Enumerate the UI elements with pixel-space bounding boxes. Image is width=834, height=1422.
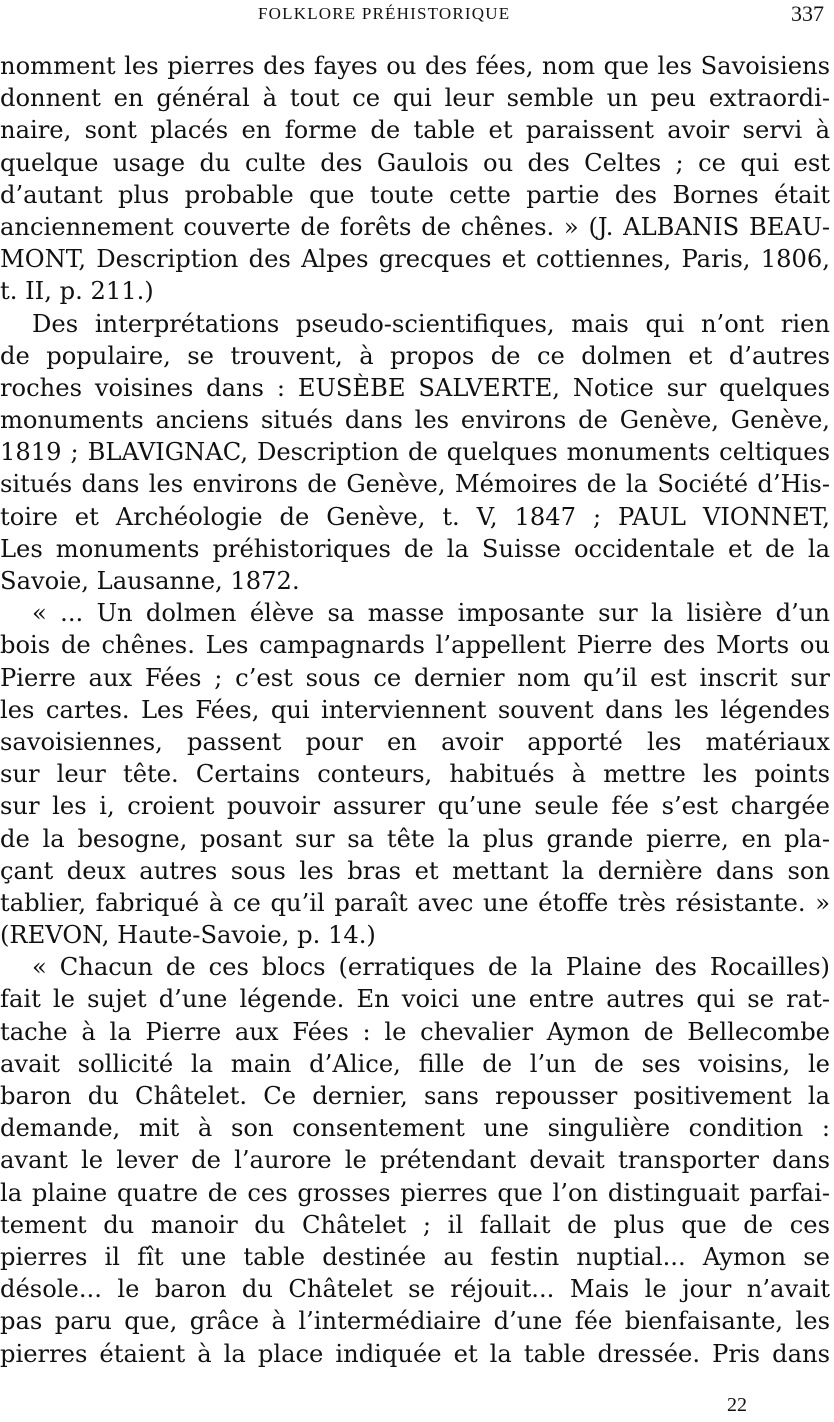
text-line: roches voisines dans : EUSÈBE SALVERTE, Notice sur quelques [0, 373, 830, 402]
text-line: anciennement couverte de forêts de chênes. » (J. ALBANIS BEAU- [0, 212, 830, 241]
text-line: « Chacun de ces blocs (erratiques de la Plaine des Rocailles) [32, 953, 830, 982]
text-line: la plaine quatre de ces grosses pierres que l’on distinguait parfai- [0, 1178, 830, 1207]
text-line: nomment les pierres des fayes ou des fées, nom que les Savoisiens [0, 52, 830, 80]
text-line: pas paru que, grâce à l’intermédiaire d’une fée bienfaisante, les [0, 1307, 830, 1336]
text-line: désole... le baron du Châtelet se réjouit... Mais le jour n’avait [0, 1275, 830, 1304]
text-line: Des interprétations pseudo-scientifiques, mais qui n’ont rien [32, 309, 830, 338]
text-line: çant deux autres sous les bras et mettant la dernière dans son [0, 856, 830, 885]
text-line: de la besogne, posant sur sa tête la plus grande pierre, en pla- [0, 824, 830, 853]
running-title: FOLKLORE PRÉHISTORIQUE [258, 4, 511, 23]
text-line: Savoie, Lausanne, 1872. [0, 567, 300, 595]
page-number: 337 [791, 1, 824, 26]
text-line: avant le lever de l’aurore le prétendant devait transporter dans [0, 1146, 830, 1175]
text-line: les cartes. Les Fées, qui interviennent souvent dans les légendes [0, 695, 830, 724]
text-line: bois de chênes. Les campagnards l’appellent Pierre des Morts ou [0, 631, 830, 660]
text-line: pierres il fît une table destinée au festin nuptial... Aymon se [0, 1242, 830, 1271]
body-text [0, 50, 830, 1370]
text-line: avait sollicité la main d’Alice, fille de l’un de ses voisins, le [0, 1049, 830, 1078]
text-line: quelque usage du culte des Gaulois ou des Celtes ; ce qui est [0, 148, 830, 177]
text-line: tement du manoir du Châtelet ; il fallait de plus que de ces [0, 1210, 830, 1239]
text-line: MONT, Description des Alpes grecques et cottiennes, Paris, 1806, [0, 245, 830, 274]
text-line: de populaire, se trouvent, à propos de ce dolmen et d’autres [0, 341, 830, 370]
text-line: toire et Archéologie de Genève, t. V, 1847 ; PAUL VIONNET, [0, 502, 830, 531]
text-line: situés dans les environs de Genève, Mémoires de la Société d’His- [0, 470, 830, 499]
text-line: monuments anciens situés dans les environs de Genève, Genève, [0, 406, 830, 435]
text-line: donnent en général à tout ce qui leur semble un peu extraordi- [0, 84, 830, 113]
text-line: baron du Châtelet. Ce dernier, sans repousser positivement la [0, 1082, 830, 1110]
text-line: 1819 ; BLAVIGNAC, Description de quelques monuments celtiques [0, 438, 830, 467]
text-line: (REVON, Haute-Savoie, p. 14.) [0, 921, 376, 950]
text-line: naire, sont placés en forme de table et paraissent avoir servi à [0, 116, 830, 145]
signature-mark: 22 [727, 1394, 747, 1416]
text-line: « ... Un dolmen élève sa masse imposante sur la lisière d’un [32, 599, 830, 628]
text-line: savoisiennes, passent pour en avoir apporté les matériaux [0, 727, 830, 756]
text-line: pierres étaient à la place indiquée et la table dressée. Pris dans [0, 1339, 830, 1368]
text-line: tablier, fabriqué à ce qu’il paraît avec une étoffe très résistante. » [0, 888, 830, 917]
text-line: fait le sujet d’une légende. En voici une entre autres qui se rat- [0, 985, 830, 1014]
text-line: Pierre aux Fées ; c’est sous ce dernier nom qu’il est inscrit sur [0, 663, 830, 692]
text-line: t. II, p. 211.) [0, 277, 154, 306]
text-line: d’autant plus probable que toute cette partie des Bornes était [0, 180, 830, 209]
text-line: sur les i, croient pouvoir assurer qu’une seule fée s’est chargée [0, 792, 830, 821]
text-line: tache à la Pierre aux Fées : le chevalier Aymon de Bellecombe [0, 1017, 830, 1046]
text-line: sur leur tête. Certains conteurs, habitués à mettre les points [0, 760, 830, 789]
text-line: demande, mit à son consentement une singulière condition : [0, 1114, 830, 1143]
text-line: Les monuments préhistoriques de la Suisse occidentale et de la [0, 534, 830, 563]
